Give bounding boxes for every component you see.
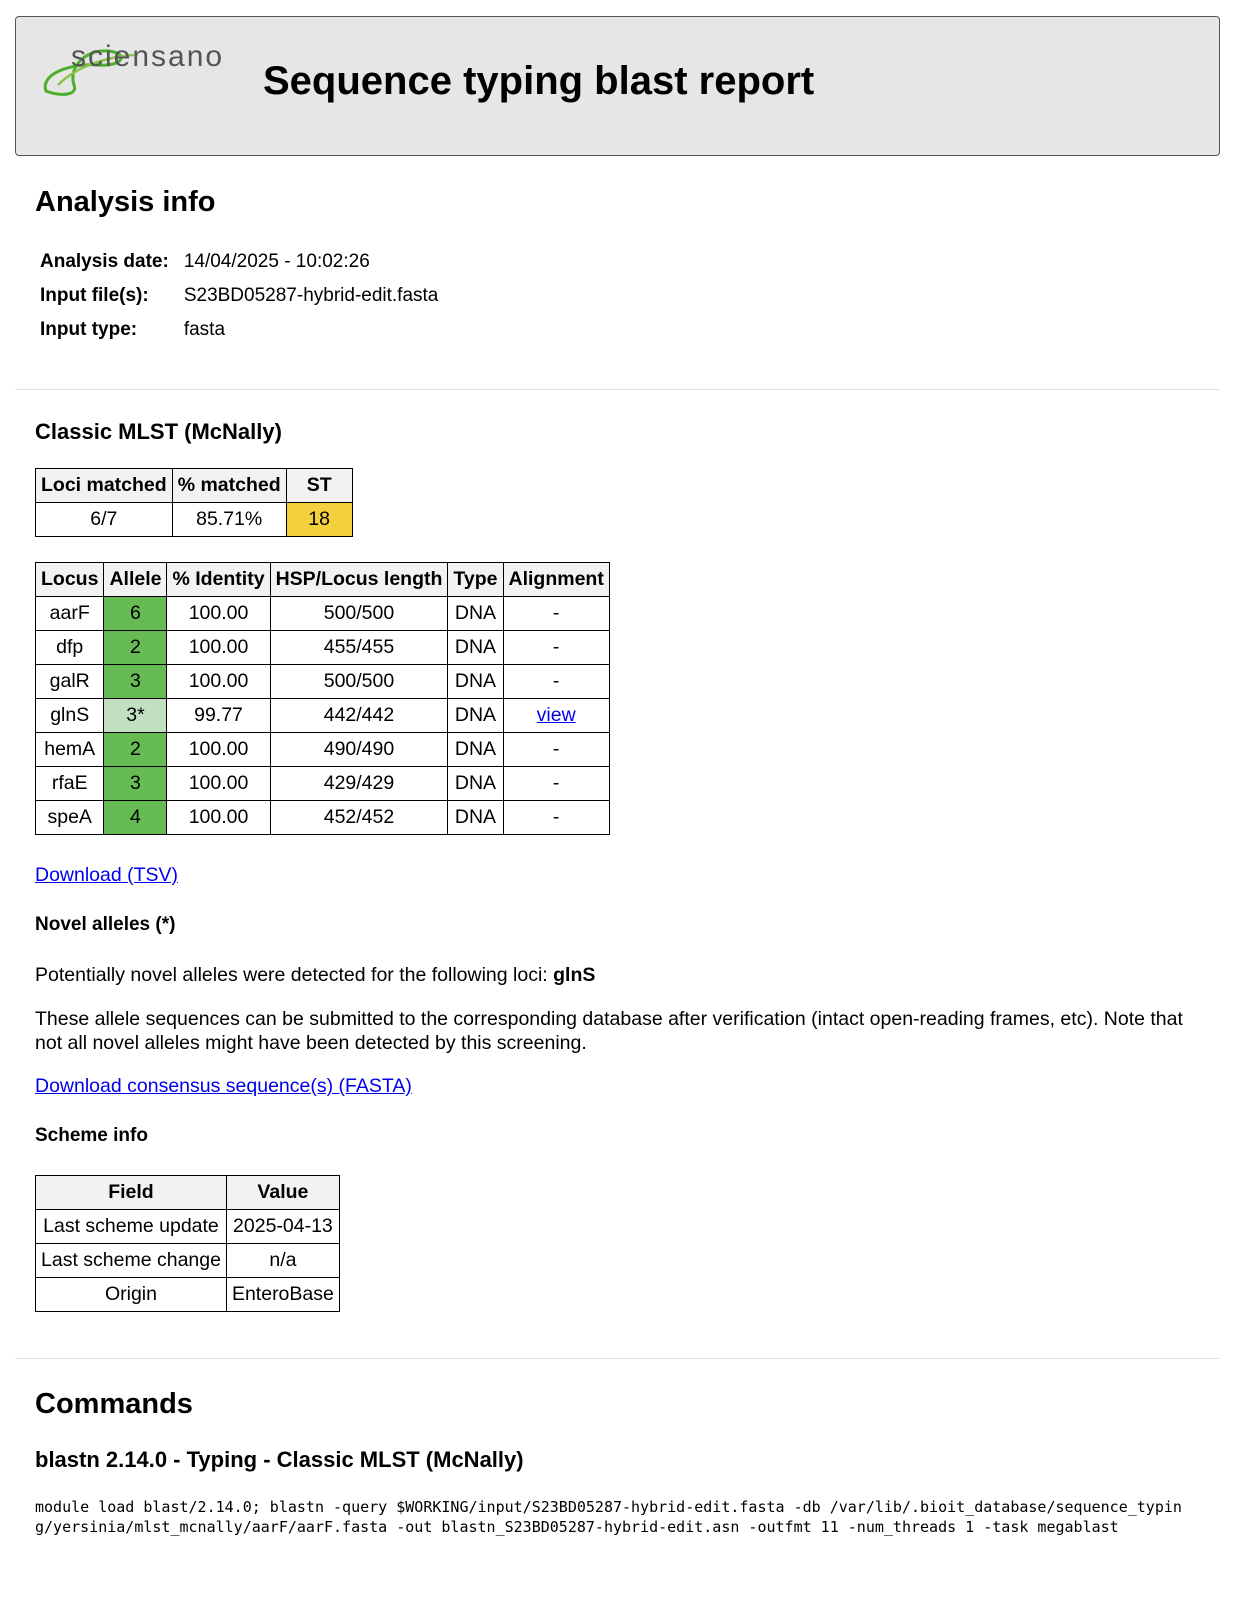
alignment-cell: -	[503, 631, 609, 665]
section-divider	[15, 1358, 1220, 1359]
field-cell: Last scheme change	[36, 1244, 227, 1278]
allele-cell: 2	[104, 733, 167, 767]
table-row	[36, 767, 610, 801]
loci-matched-value: 6/7	[36, 503, 173, 537]
novel-loci-wrap	[35, 963, 595, 987]
analysis-info-heading: Analysis info	[35, 186, 216, 218]
st-value: 18	[286, 503, 352, 537]
field-cell: Last scheme update	[36, 1210, 227, 1244]
alignment-cell: -	[503, 733, 609, 767]
col-header: % Identity	[167, 563, 270, 597]
type-cell: DNA	[448, 699, 503, 733]
identity-cell: 100.00	[167, 801, 270, 835]
value-cell: EnteroBase	[226, 1278, 339, 1312]
novel-note-wrap	[35, 1007, 1185, 1055]
locus-table-wrap	[35, 562, 610, 835]
pct-matched-value: 85.71%	[172, 503, 286, 537]
allele-cell: 3*	[104, 699, 167, 733]
mlst-summary-table	[35, 468, 353, 537]
section-divider	[15, 389, 1220, 390]
commands-heading: Commands	[35, 1388, 193, 1420]
col-header: Locus	[36, 563, 104, 597]
commands-heading-wrap	[35, 1388, 193, 1421]
identity-cell: 100.00	[167, 733, 270, 767]
table-row	[36, 1210, 340, 1244]
download-tsv-link[interactable]: Download (TSV)	[35, 864, 179, 886]
download-fasta-wrap	[35, 1074, 412, 1098]
download-tsv-wrap	[35, 863, 178, 887]
info-value: fasta	[183, 319, 226, 340]
length-cell: 442/442	[270, 699, 448, 733]
analysis-info-section	[35, 186, 216, 219]
allele-cell: 4	[104, 801, 167, 835]
identity-cell: 100.00	[167, 597, 270, 631]
length-cell: 500/500	[270, 665, 448, 699]
view-alignment-link[interactable]: view	[536, 704, 576, 726]
allele-cell: 2	[104, 631, 167, 665]
table-row	[36, 801, 610, 835]
table-row	[36, 1278, 340, 1312]
length-cell: 500/500	[270, 597, 448, 631]
novel-alleles-heading: Novel alleles (*)	[35, 914, 176, 935]
identity-cell: 100.00	[167, 631, 270, 665]
locus-cell: glnS	[36, 699, 104, 733]
info-row	[35, 313, 443, 347]
table-row	[36, 631, 610, 665]
type-cell: DNA	[448, 801, 503, 835]
info-value: 14/04/2025 - 10:02:26	[183, 251, 370, 272]
report-header	[15, 16, 1220, 156]
alignment-cell	[503, 699, 609, 733]
download-fasta-link[interactable]: Download consensus sequence(s) (FASTA)	[35, 1075, 412, 1097]
commands-subheading-wrap	[35, 1447, 524, 1473]
table-row	[36, 699, 610, 733]
locus-table	[35, 562, 610, 835]
locus-cell: dfp	[36, 631, 104, 665]
mlst-heading: Classic MLST (McNally)	[35, 419, 282, 444]
alignment-cell: -	[503, 767, 609, 801]
mlst-summary-wrap	[35, 468, 353, 537]
type-cell: DNA	[448, 767, 503, 801]
alignment-cell: -	[503, 801, 609, 835]
locus-cell: speA	[36, 801, 104, 835]
allele-cell: 3	[104, 767, 167, 801]
mlst-heading-wrap	[35, 419, 282, 445]
scheme-info-table	[35, 1175, 340, 1312]
table-row	[36, 665, 610, 699]
col-header: % matched	[172, 469, 286, 503]
locus-cell: rfaE	[36, 767, 104, 801]
value-cell: 2025-04-13	[226, 1210, 339, 1244]
col-header: ST	[286, 469, 352, 503]
novel-text-prefix: Potentially novel alleles were detected for the following loci:	[35, 964, 554, 986]
length-cell: 429/429	[270, 767, 448, 801]
locus-cell: aarF	[36, 597, 104, 631]
info-value: S23BD05287-hybrid-edit.fasta	[183, 285, 439, 306]
analysis-info-table	[35, 245, 443, 347]
table-row	[36, 597, 610, 631]
type-cell: DNA	[448, 631, 503, 665]
scheme-heading-wrap	[35, 1125, 148, 1147]
col-header: Alignment	[503, 563, 609, 597]
novel-note-text: These allele sequences can be submitted to the corresponding database after verification (intact open-reading frames, etc). Note that not all novel alleles might have been detected by this screening.	[35, 1008, 1183, 1054]
length-cell: 455/455	[270, 631, 448, 665]
novel-loci-value: glnS	[553, 964, 596, 986]
locus-cell: hemA	[36, 733, 104, 767]
length-cell: 490/490	[270, 733, 448, 767]
type-cell: DNA	[448, 733, 503, 767]
col-header: Type	[448, 563, 503, 597]
table-row	[36, 1244, 340, 1278]
allele-cell: 6	[104, 597, 167, 631]
col-header: HSP/Locus length	[270, 563, 448, 597]
info-label: Input file(s):	[40, 285, 149, 306]
alignment-cell: -	[503, 597, 609, 631]
commands-subheading: blastn 2.14.0 - Typing - Classic MLST (McNally)	[35, 1447, 524, 1472]
novel-heading-wrap	[35, 914, 175, 936]
scheme-info-heading: Scheme info	[35, 1125, 148, 1146]
identity-cell: 99.77	[167, 699, 270, 733]
info-row	[35, 245, 443, 279]
alignment-cell: -	[503, 665, 609, 699]
length-cell: 452/452	[270, 801, 448, 835]
col-header: Field	[36, 1176, 227, 1210]
type-cell: DNA	[448, 597, 503, 631]
type-cell: DNA	[448, 665, 503, 699]
blast-command-text: module load blast/2.14.0; blastn -query $WORKING/input/S23BD05287-hybrid-edit.fasta -db /var/lib/.bioit_database/sequence_typing/yersinia/mlst_mcnally/aarF/aarF.fasta -out blastn_S23BD05287-hybrid-edit.asn -outfmt 11 -num_threads 1 -task megablast	[35, 1498, 1182, 1536]
analysis-info-table-wrap	[35, 245, 443, 347]
col-header: Allele	[104, 563, 167, 597]
identity-cell: 100.00	[167, 767, 270, 801]
col-header: Loci matched	[36, 469, 173, 503]
allele-cell: 3	[104, 665, 167, 699]
novel-loci-text	[35, 963, 595, 987]
logo-text: sciensano	[71, 40, 225, 73]
info-label: Input type:	[40, 319, 138, 340]
value-cell: n/a	[226, 1244, 339, 1278]
locus-cell: galR	[36, 665, 104, 699]
report-title: Sequence typing blast report	[263, 59, 815, 103]
scheme-table-wrap	[35, 1175, 340, 1312]
col-header: Value	[226, 1176, 339, 1210]
table-row	[36, 733, 610, 767]
info-label: Analysis date:	[40, 251, 169, 272]
info-row	[35, 279, 443, 313]
identity-cell: 100.00	[167, 665, 270, 699]
field-cell: Origin	[36, 1278, 227, 1312]
